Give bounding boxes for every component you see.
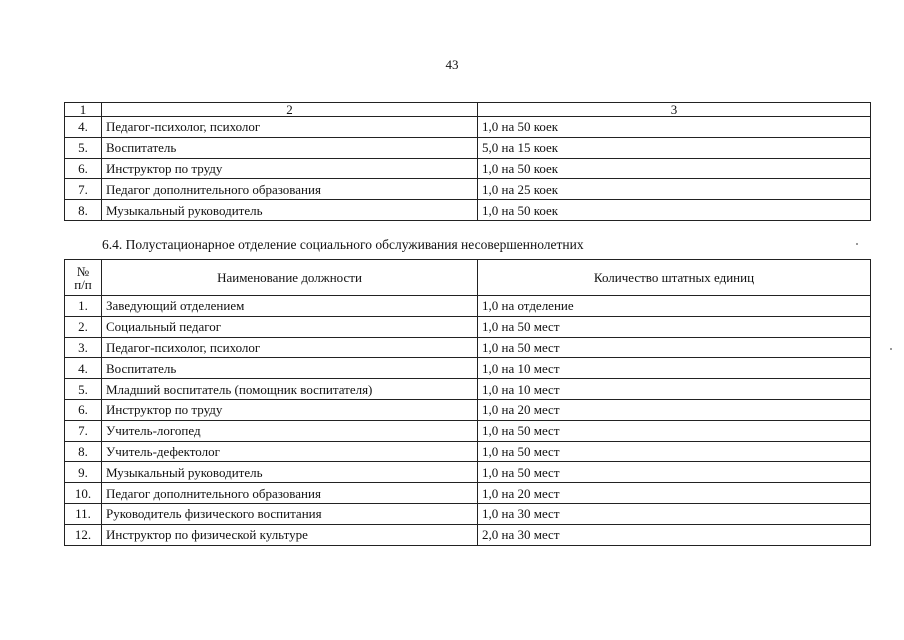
- staff-count: 1,0 на отделение: [478, 296, 871, 317]
- staff-count: 1,0 на 50 мест: [478, 316, 871, 337]
- position-name: Педагог-психолог, психолог: [102, 117, 478, 138]
- position-name: Руководитель физического воспитания: [102, 503, 478, 524]
- header-cell-count: 3: [478, 103, 871, 117]
- staffing-table-continued: [64, 102, 871, 221]
- table-row: [65, 117, 871, 138]
- page-number: 43: [445, 57, 459, 72]
- staff-count: 5,0 на 15 коек: [478, 137, 871, 158]
- table-row: [65, 158, 871, 179]
- position-name: Инструктор по труду: [102, 399, 478, 420]
- header-cell-count: Количество штатных единиц: [478, 260, 871, 296]
- table-row: [65, 503, 871, 524]
- position-name: Заведующий отделением: [102, 296, 478, 317]
- row-number: 4.: [65, 117, 102, 138]
- position-name: Педагог-психолог, психолог: [102, 337, 478, 358]
- position-name: Педагог дополнительного образования: [102, 179, 478, 200]
- position-name: Социальный педагог: [102, 316, 478, 337]
- staff-count: 1,0 на 30 мест: [478, 503, 871, 524]
- row-number: 8.: [65, 441, 102, 462]
- position-name: Инструктор по труду: [102, 158, 478, 179]
- row-number: 5.: [65, 379, 102, 400]
- table-row: [65, 337, 871, 358]
- scan-speck: [856, 243, 858, 245]
- table-row: [65, 179, 871, 200]
- row-number: 6.: [65, 158, 102, 179]
- position-name: Музыкальный руководитель: [102, 462, 478, 483]
- staff-count: 1,0 на 10 мест: [478, 379, 871, 400]
- row-number: 9.: [65, 462, 102, 483]
- position-name: Младший воспитатель (помощник воспитателя): [102, 379, 478, 400]
- header-cell-position: Наименование должности: [102, 260, 478, 296]
- row-number: 7.: [65, 179, 102, 200]
- staff-count: 1,0 на 25 коек: [478, 179, 871, 200]
- table-row: [65, 399, 871, 420]
- table-row: [65, 200, 871, 221]
- staff-count: 1,0 на 50 мест: [478, 441, 871, 462]
- table-row: [65, 316, 871, 337]
- table-row: [65, 483, 871, 504]
- staff-count: 1,0 на 50 коек: [478, 158, 871, 179]
- table-row: [65, 358, 871, 379]
- staff-count: 1,0 на 50 коек: [478, 117, 871, 138]
- staff-count: 1,0 на 20 мест: [478, 399, 871, 420]
- row-number: 10.: [65, 483, 102, 504]
- row-number: 12.: [65, 524, 102, 545]
- position-name: Учитель-дефектолог: [102, 441, 478, 462]
- position-name: Учитель-логопед: [102, 420, 478, 441]
- table-row: [65, 462, 871, 483]
- position-name: Педагог дополнительного образования: [102, 483, 478, 504]
- staff-count: 1,0 на 10 мест: [478, 358, 871, 379]
- table-header-row: [65, 103, 871, 117]
- table-row: [65, 379, 871, 400]
- position-name: Воспитатель: [102, 137, 478, 158]
- section-heading: 6.4. Полустационарное отделение социального обслуживания несовершеннолетних: [102, 237, 584, 252]
- scan-speck: [890, 348, 892, 350]
- row-number: 7.: [65, 420, 102, 441]
- table-row: [65, 524, 871, 545]
- row-number: 8.: [65, 200, 102, 221]
- header-number-abbr: п/п: [74, 276, 92, 292]
- position-name: Музыкальный руководитель: [102, 200, 478, 221]
- row-number: 4.: [65, 358, 102, 379]
- row-number: 2.: [65, 316, 102, 337]
- table-header-row: [65, 260, 871, 296]
- row-number: 3.: [65, 337, 102, 358]
- staff-count: 1,0 на 20 мест: [478, 483, 871, 504]
- row-number: 5.: [65, 137, 102, 158]
- row-number: 11.: [65, 503, 102, 524]
- staff-count: 1,0 на 50 коек: [478, 200, 871, 221]
- header-cell-position: 2: [102, 103, 478, 117]
- table-row: [65, 296, 871, 317]
- staff-count: 1,0 на 50 мест: [478, 420, 871, 441]
- header-cell-number: 1: [65, 103, 102, 117]
- staff-count: 2,0 на 30 мест: [478, 524, 871, 545]
- row-number: 6.: [65, 399, 102, 420]
- header-cell-number: [65, 260, 102, 296]
- staff-count: 1,0 на 50 мест: [478, 337, 871, 358]
- row-number: 1.: [65, 296, 102, 317]
- position-name: Воспитатель: [102, 358, 478, 379]
- table-row: [65, 137, 871, 158]
- header-number-sign: №: [76, 263, 90, 279]
- table-row: [65, 420, 871, 441]
- staff-count: 1,0 на 50 мест: [478, 462, 871, 483]
- table-row: [65, 441, 871, 462]
- position-name: Инструктор по физической культуре: [102, 524, 478, 545]
- staffing-table-day-care: [64, 259, 871, 546]
